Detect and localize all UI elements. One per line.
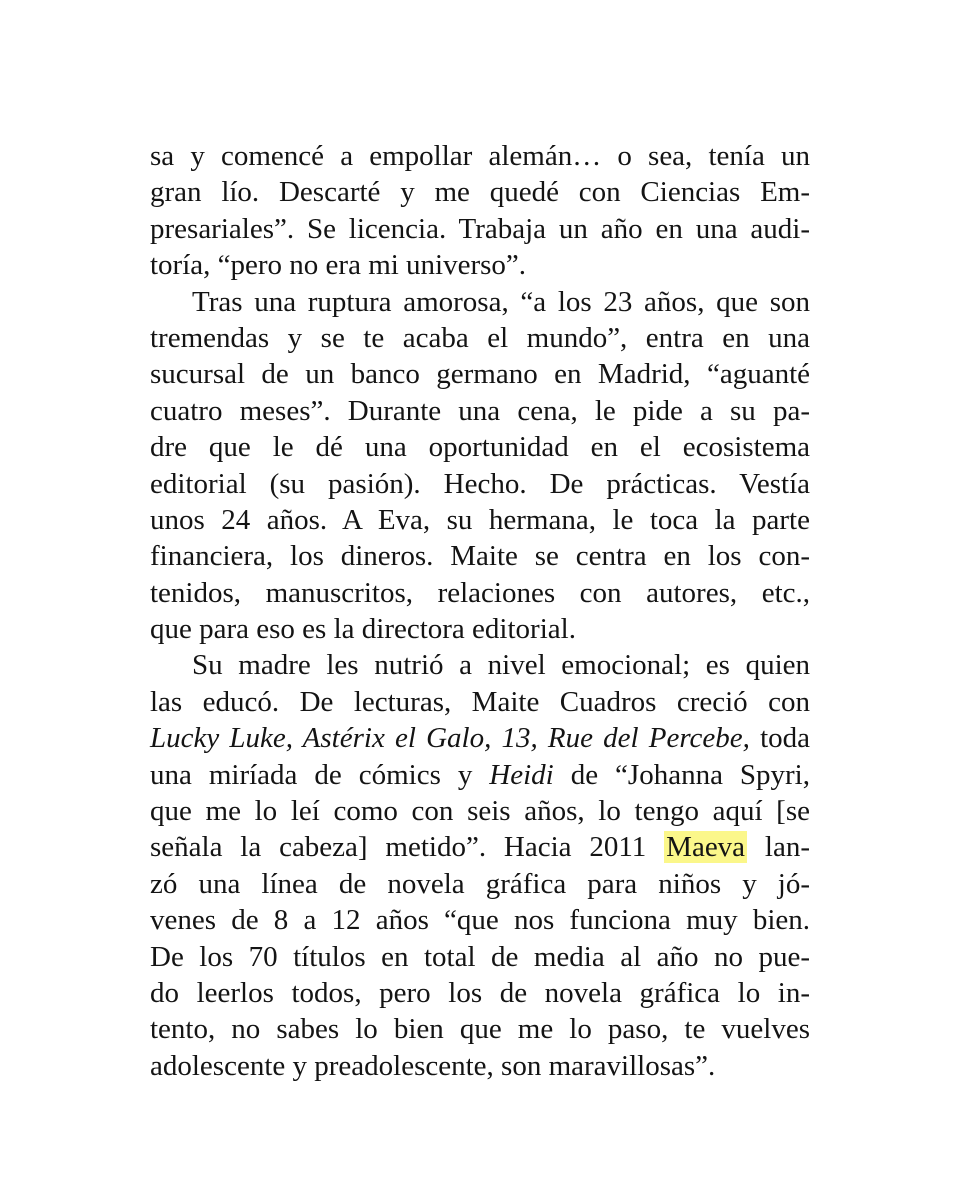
- text-line: adolescente y preadolescente, son maravillosas”.: [150, 1049, 716, 1082]
- text-line: De los 70 títulos en total de media al año no pue-: [150, 940, 810, 973]
- text-line: Tras una ruptura amorosa, “a los 23 años, que son: [192, 285, 810, 318]
- text-line: do leerlos todos, pero los de novela gráfica lo in-: [150, 976, 810, 1009]
- text-line: [150, 829, 810, 865]
- paragraph-3: [150, 647, 810, 1084]
- text-line: cuatro meses”. Durante una cena, le pide a su pa-: [150, 394, 810, 427]
- text-line: gran lío. Descarté y me quedé con Ciencias Em-: [150, 176, 810, 209]
- text-line: que me lo leí como con seis años, lo tengo aquí [se: [150, 795, 810, 828]
- text-line: tremendas y se te acaba el mundo”, entra en una: [150, 321, 810, 354]
- text-line: zó una línea de novela gráfica para niños y jó-: [150, 867, 810, 900]
- text-line: venes de 8 a 12 años “que nos funciona muy bien.: [150, 904, 810, 937]
- text-line: financiera, los dineros. Maite se centra en los con-: [150, 540, 810, 573]
- text-line: Su madre les nutrió a nivel emocional; es quien: [192, 649, 810, 682]
- document-page: [150, 138, 810, 1084]
- text-line: tenidos, manuscritos, relaciones con autores, etc.,: [150, 576, 810, 609]
- highlighted-word[interactable]: Maeva: [666, 831, 746, 864]
- text-line: [150, 757, 810, 793]
- text-line: editorial (su pasión). Hecho. De prácticas. Vestía: [150, 467, 810, 500]
- text-line: unos 24 años. A Eva, su hermana, le toca la parte: [150, 503, 810, 536]
- text-line: presariales”. Se licencia. Trabaja un año en una audi-: [150, 212, 810, 245]
- text-line: tento, no sabes lo bien que me lo paso, te vuelves: [150, 1013, 810, 1046]
- text-line: que para eso es la directora editorial.: [150, 613, 576, 646]
- text-run: toda: [749, 722, 810, 755]
- text-run: lan-: [747, 831, 810, 864]
- italic-titles: Lucky Luke, Astérix el Galo, 13, Rue del Percebe,: [150, 722, 750, 755]
- paragraph-1: [150, 138, 810, 284]
- text-run: señala la cabeza] metido”. Hacia 2011: [150, 831, 665, 864]
- text-line: dre que le dé una oportunidad en el ecosistema: [150, 431, 810, 464]
- text-run: de “Johanna Spyri,: [553, 758, 810, 791]
- text-line: [150, 720, 810, 756]
- text-line: sucursal de un banco germano en Madrid, “aguanté: [150, 358, 810, 391]
- text-line: sa y comencé a empollar alemán… o sea, tenía un: [150, 140, 810, 172]
- paragraph-2: [150, 284, 810, 648]
- italic-title-heidi: Heidi: [489, 758, 554, 791]
- text-line: las educó. De lecturas, Maite Cuadros creció con: [150, 685, 810, 718]
- text-run: una miríada de cómics y: [150, 758, 490, 791]
- text-line: toría, “pero no era mi universo”.: [150, 249, 527, 282]
